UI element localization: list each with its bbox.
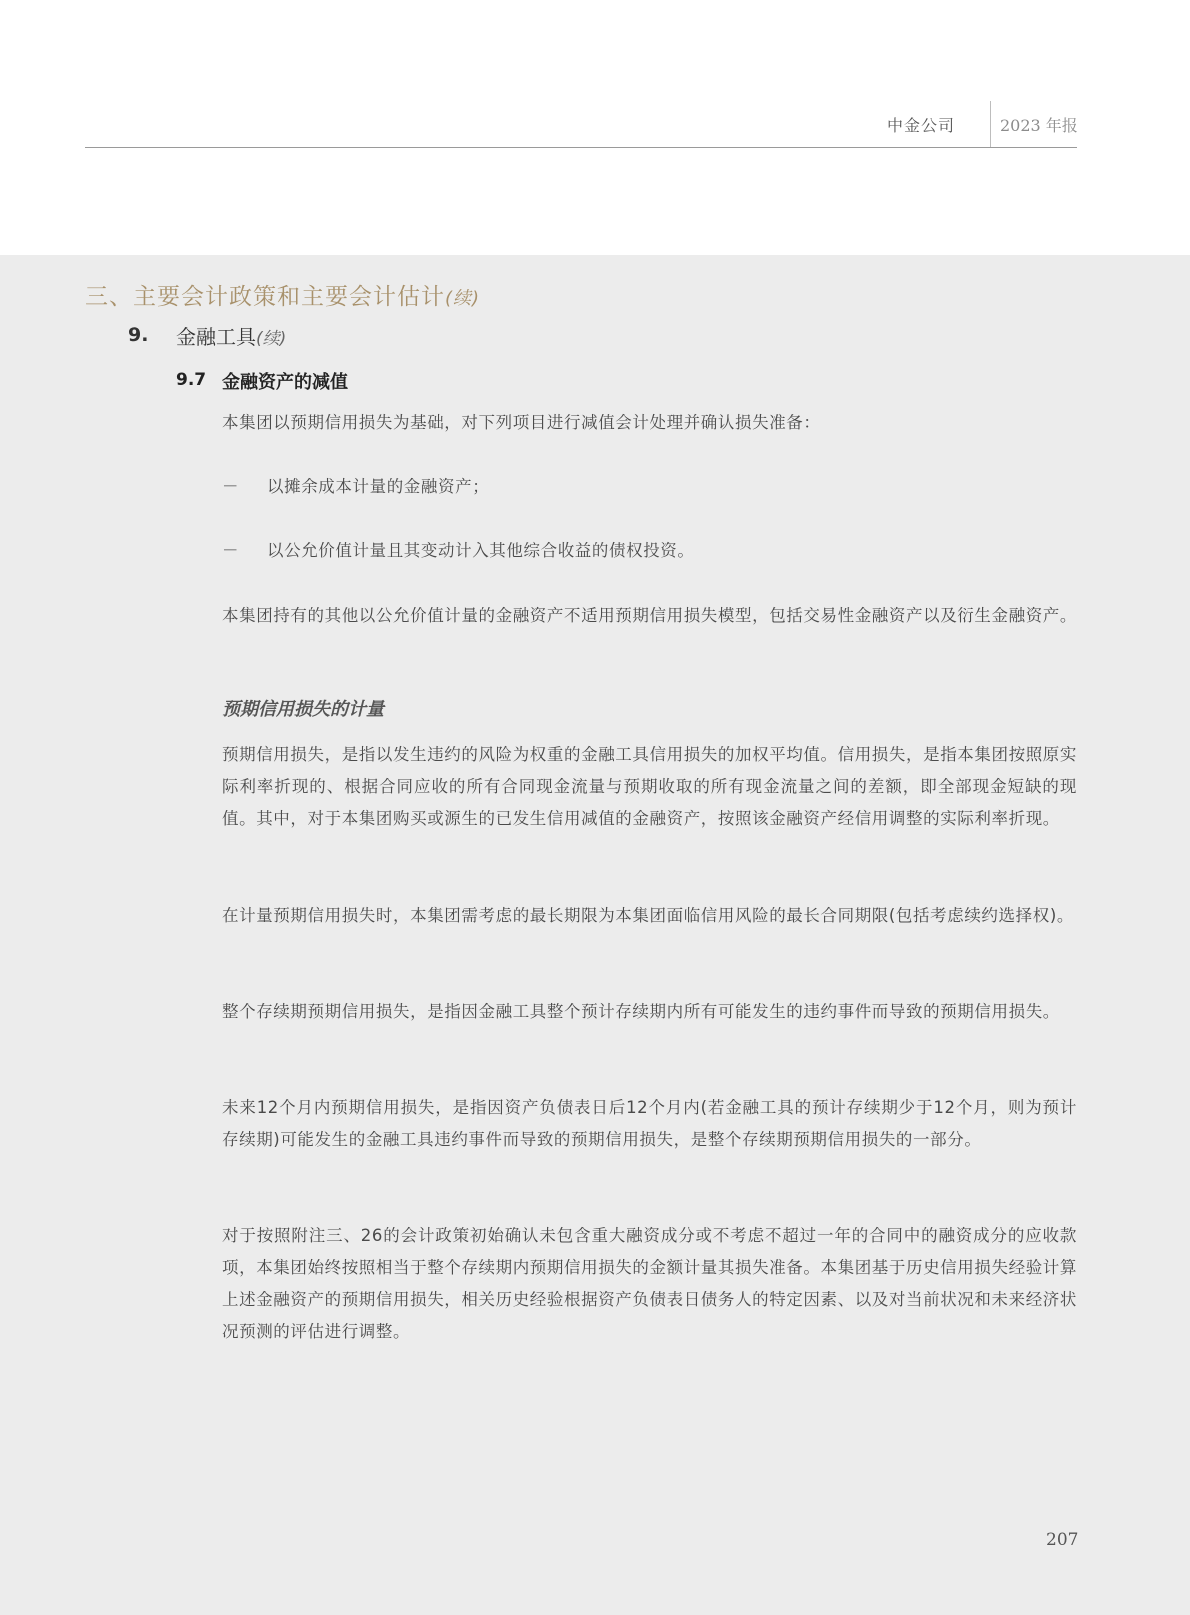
paragraph-receivables: 对于按照附注三、26的会计政策初始确认未包含重大融资成分或不考虑不超过一年的合同中的融资成分的应收款项，本集团始终按照相当于整个存续期内预期信用损失的金额计量其损失准备。本集团基于历史信用损失经验计算上述金融资产的预期信用损失，相关历史经验根据资产负债表日债务人的特定因素、以及对当前状况和未来经济状况预测的评估进行调整。 (222, 1226, 1077, 1341)
header-company-name: 中金公司 (886, 116, 955, 135)
bullet-item-2: 以公允价值计量且其变动计入其他综合收益的债权投资。 (267, 541, 695, 560)
subsubsection-title: 金融资产的减值 (222, 372, 348, 393)
paragraph-ecl-definition: 预期信用损失，是指以发生违约的风险为权重的金融工具信用损失的加权平均值。信用损失，是指本集团按照原实际利率折现的、根据合同应收的所有合同现金流量与预期收取的所有现金流量之间的差额，即全部现金短缺的现值。其中，对于本集团购买或源生的已发生信用减值的金融资产，按照该金融资产经信用调整的实际利率折现。 (222, 745, 1077, 828)
bullet-marker-1: － (222, 477, 239, 496)
bullet-marker-2: － (222, 541, 239, 560)
paragraph-lifetime-ecl: 整个存续期预期信用损失，是指因金融工具整个预计存续期内所有可能发生的违约事件而导致的预期信用损失。 (222, 1002, 1060, 1021)
page-header-area (0, 0, 1190, 255)
section-title-text: 三、主要会计政策和主要会计估计 (85, 284, 445, 310)
header-rule (85, 147, 1077, 148)
paragraph-max-period: 在计量预期信用损失时，本集团需考虑的最长期限为本集团面临信用风险的最长合同期限(包括考虑续约选择权)。 (222, 906, 1074, 925)
subsection-title-text: 金融工具 (176, 325, 256, 349)
subsection-title (176, 321, 286, 350)
page-number: 207 (1046, 1530, 1079, 1550)
bullet-item-1: 以摊余成本计量的金融资产； (267, 477, 490, 496)
subsubsection-number: 9.7 (176, 370, 207, 390)
header-divider (990, 101, 991, 147)
content-area (0, 255, 1190, 1615)
paragraph-12m-ecl: 未来12个月内预期信用损失，是指因资产负债表日后12个月内(若金融工具的预计存续期少于12个月，则为预计存续期)可能发生的金融工具违约事件而导致的预期信用损失，是整个存续期预期信用损失的一部分。 (222, 1098, 1077, 1149)
section-continued: (续) (445, 288, 481, 309)
header-report-year: 2023 年报 (1000, 116, 1078, 135)
subsection-number: 9. (128, 324, 149, 346)
section-title (85, 278, 480, 311)
paragraph-scope: 本集团持有的其他以公允价值计量的金融资产不适用预期信用损失模型，包括交易性金融资产以及衍生金融资产。 (222, 606, 1077, 625)
subsection-continued: (续) (256, 329, 287, 349)
ecl-measurement-heading: 预期信用损失的计量 (222, 699, 384, 720)
paragraph-intro: 本集团以预期信用损失为基础，对下列项目进行减值会计处理并确认损失准备： (222, 413, 821, 432)
